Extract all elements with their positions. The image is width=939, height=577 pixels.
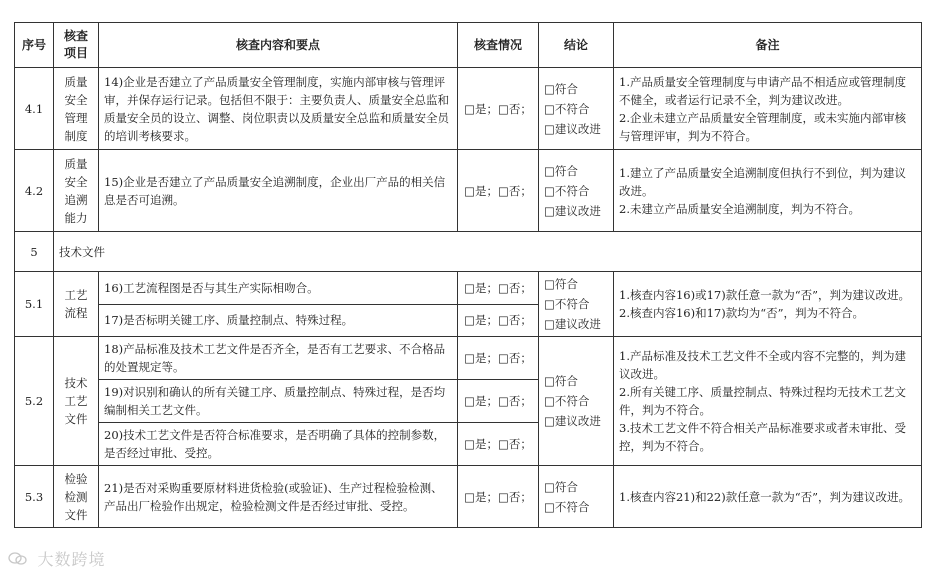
verification-table (14, 22, 922, 528)
option-conform[interactable]: □符合 (544, 374, 578, 388)
option-conform[interactable]: □符合 (544, 277, 578, 291)
option-improve[interactable]: □建议改进 (544, 414, 601, 428)
remark-line: 3.技术工艺文件不符合相关产品标准要求或者未审批、受控，判为不符合。 (619, 421, 906, 453)
conclusion-options (539, 68, 614, 150)
row-number: 5.3 (15, 466, 54, 528)
section-number: 5 (15, 232, 54, 272)
check-item: 技术工艺文件 (54, 337, 99, 466)
check-item: 质量安全管理制度 (54, 68, 99, 150)
option-nonconform[interactable]: □不符合 (544, 297, 590, 311)
check-status[interactable]: □是；□否； (458, 304, 539, 337)
header-remarks: 备注 (614, 23, 922, 68)
check-content: 21)是否对采购重要原材料进货检验(或验证)、生产过程检验检测、产品出厂检验作出规定，检验检测文件是否经过审批、受控。 (99, 466, 458, 528)
remark-line: 1.核查内容21)和22)款任意一款为“否”，判为建议改进。 (619, 489, 910, 504)
remark-line: 2.核查内容16)和17)款均为“否”，判为不符合。 (619, 306, 864, 320)
check-item: 检验检测文件 (54, 466, 99, 528)
table-row (15, 150, 922, 232)
watermark (8, 547, 105, 570)
table-row (15, 68, 922, 150)
check-content: 14)企业是否建立了产品质量安全管理制度，实施内部审核与管理评审，并保存运行记录。包括但不限于：主要负责人、质量安全总监和质量安全员的设立、调整、岗位职责以及质量安全总监和质量安全员的培训考核要求。 (99, 68, 458, 150)
remark-line: 1.产品质量安全管理制度与申请产品不相适应或管理制度不健全，或者运行记录不全，判为建议改进。 (619, 74, 906, 107)
option-improve[interactable]: □建议改进 (544, 317, 601, 331)
table-row (15, 272, 922, 305)
table-row (15, 337, 922, 380)
check-status[interactable]: □是；□否； (458, 423, 539, 466)
option-nonconform[interactable]: □不符合 (544, 499, 590, 514)
conclusion-options (539, 150, 614, 232)
check-status[interactable]: □是；□否； (458, 272, 539, 305)
check-item: 质量安全追溯能力 (54, 150, 99, 232)
option-nonconform[interactable]: □不符合 (544, 394, 590, 408)
check-status[interactable]: □是；□否； (458, 150, 539, 232)
check-status[interactable]: □是；□否； (458, 466, 539, 528)
remarks (614, 68, 922, 150)
section-title: 技术文件 (54, 232, 922, 272)
row-number: 4.2 (15, 150, 54, 232)
option-conform[interactable]: □符合 (544, 163, 578, 178)
check-content: 16)工艺流程图是否与其生产实际相吻合。 (99, 272, 458, 305)
option-improve[interactable]: □建议改进 (544, 203, 601, 218)
check-item: 工艺流程 (54, 272, 99, 337)
remarks (614, 150, 922, 232)
header-status: 核查情况 (458, 23, 539, 68)
row-number: 4.1 (15, 68, 54, 150)
check-content: 15)企业是否建立了产品质量安全追溯制度，企业出厂产品的相关信息是否可追溯。 (99, 150, 458, 232)
check-status[interactable]: □是；□否； (458, 380, 539, 423)
remarks (614, 466, 922, 528)
wechat-icon (8, 553, 33, 569)
check-status[interactable]: □是；□否； (458, 337, 539, 380)
header-item: 核查项目 (54, 23, 99, 68)
row-number: 5.1 (15, 272, 54, 337)
remark-line: 1.建立了产品质量安全追溯制度但执行不到位，判为建议改进。 (619, 165, 906, 198)
remark-line: 2.未建立产品质量安全追溯制度，判为不符合。 (619, 201, 860, 216)
option-nonconform[interactable]: □不符合 (544, 101, 590, 116)
remarks (614, 272, 922, 337)
conclusion-options (539, 337, 614, 466)
row-number: 5.2 (15, 337, 54, 466)
check-content: 20)技术工艺文件是否符合标准要求，是否明确了具体的控制参数，是否经过审批、受控。 (99, 423, 458, 466)
header-no: 序号 (15, 23, 54, 68)
remark-line: 1.产品标准及技术工艺文件不全或内容不完整的，判为建议改进。 (619, 349, 906, 381)
remark-line: 2.所有关键工序、质量控制点、特殊过程均无技术工艺文件，判为不符合。 (619, 385, 906, 417)
remarks (614, 337, 922, 466)
header-conclusion: 结论 (539, 23, 614, 68)
check-content: 19)对识别和确认的所有关键工序、质量控制点、特殊过程，是否均编制相关工艺文件。 (99, 380, 458, 423)
section-row (15, 232, 922, 272)
option-conform[interactable]: □符合 (544, 479, 578, 494)
table-row (15, 466, 922, 528)
option-improve[interactable]: □建议改进 (544, 121, 601, 136)
check-status[interactable]: □是；□否； (458, 68, 539, 150)
conclusion-options (539, 466, 614, 528)
table-header-row (15, 23, 922, 68)
remark-line: 2.企业未建立产品质量安全管理制度，或未实施内部审核与管理评审，判为不符合。 (619, 110, 906, 143)
check-content: 17)是否标明关键工序、质量控制点、特殊过程。 (99, 304, 458, 337)
watermark-text: 大数跨境 (37, 550, 106, 569)
option-nonconform[interactable]: □不符合 (544, 183, 590, 198)
remark-line: 1.核查内容16)或17)款任意一款为“否”，判为建议改进。 (619, 288, 910, 302)
option-conform[interactable]: □符合 (544, 81, 578, 96)
conclusion-options (539, 272, 614, 337)
check-content: 18)产品标准及技术工艺文件是否齐全，是否有工艺要求、不合格品的处置规定等。 (99, 337, 458, 380)
header-content: 核查内容和要点 (99, 23, 458, 68)
